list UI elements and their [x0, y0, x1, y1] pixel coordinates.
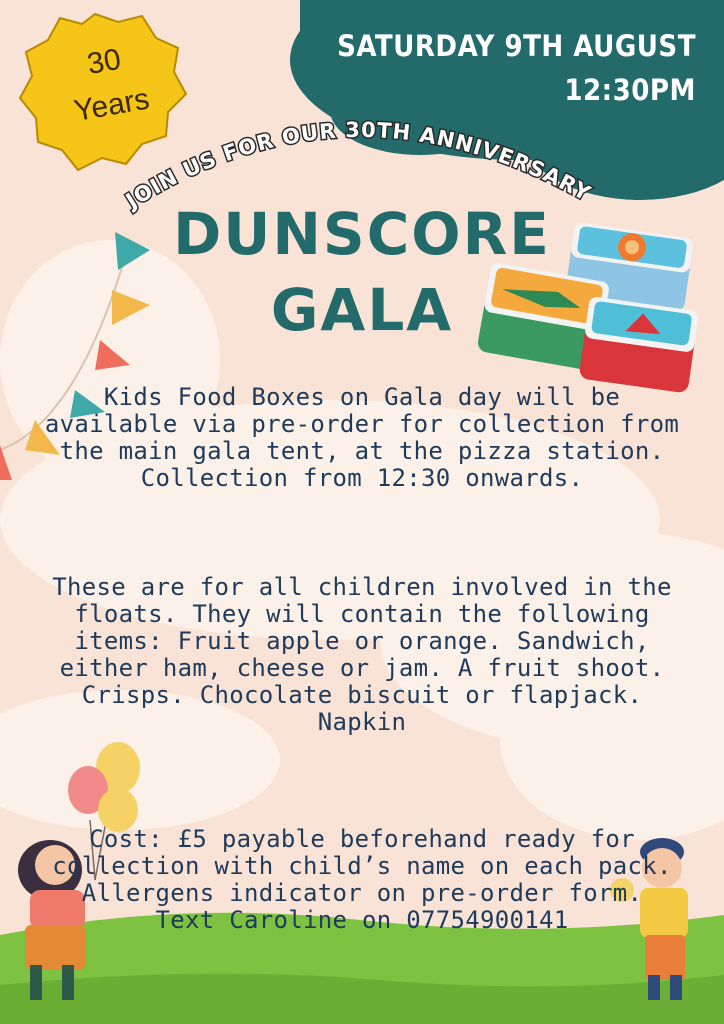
event-date: SATURDAY 9TH AUGUST	[337, 29, 696, 63]
title-line2: GALA	[270, 276, 454, 344]
paragraph-collection: Kids Food Boxes on Gala day will be available via pre-order for collection from the main gala tent, at the pizza station. Collection from 12:30 onwards.	[44, 383, 680, 492]
badge-years: Years	[71, 82, 152, 128]
tagline: JOIN US FOR OUR 30TH ANNIVERSARY	[121, 117, 595, 214]
title-line1: DUNSCORE	[173, 200, 551, 268]
info-paragraph-1	[40, 384, 684, 492]
page-title	[0, 196, 724, 348]
paragraph-contents: These are for all children involved in the floats. They will contain the following items: Fruit apple or orange. Sandwich, either ham, cheese or jam. A fruit shoot. Crisps. Chocolate biscuit or flapjack. Napkin	[52, 573, 672, 736]
paragraph-contact: Text Caroline on 07754900141	[155, 906, 569, 934]
info-paragraph-3	[40, 826, 684, 934]
event-time: 12:30PM	[564, 73, 696, 107]
paragraph-cost: Cost: £5 payable beforehand ready for collection with child’s name on each pack. Allergens indicator on pre-order form.	[52, 825, 672, 907]
badge-number: 30	[84, 42, 124, 81]
info-paragraph-2	[40, 574, 684, 736]
